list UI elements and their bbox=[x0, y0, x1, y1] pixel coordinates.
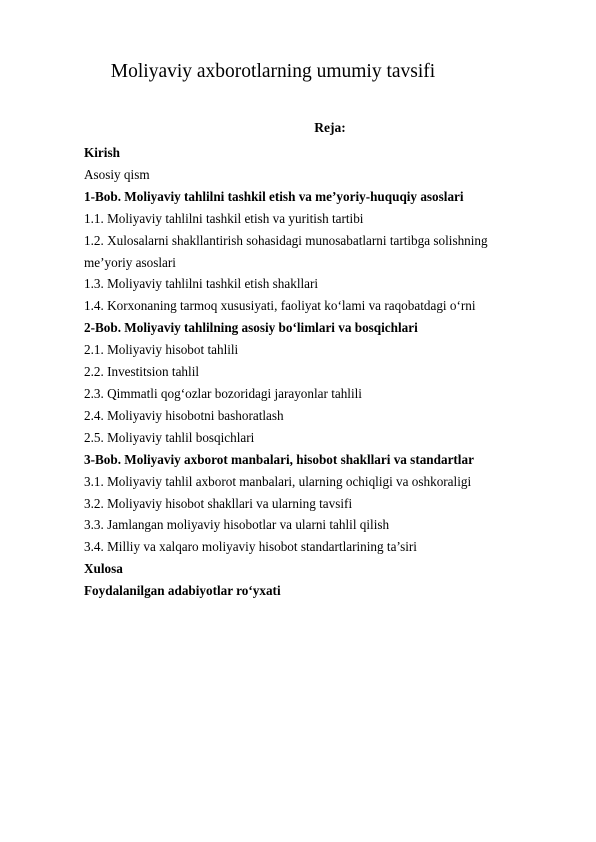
toc-entry: 1.3. Moliyaviy tahlilni tashkil etish shakllari bbox=[84, 276, 319, 292]
toc-entry: 1.4. Korxonaning tarmoq xususiyati, faoliyat ko‘lami va raqobatdagi o‘rni bbox=[84, 298, 476, 314]
toc-heading: Kirish bbox=[84, 145, 120, 160]
toc-entry: 2.2. Investitsion tahlil bbox=[84, 364, 200, 380]
plan-heading bbox=[0, 119, 596, 137]
document-title bbox=[0, 60, 596, 84]
toc-heading: Xulosa bbox=[84, 561, 123, 577]
table-of-contents bbox=[84, 142, 544, 602]
toc-heading: Foydalanilgan adabiyotlar ro‘yxati bbox=[84, 583, 281, 599]
toc-entry: Asosiy qism bbox=[84, 166, 150, 182]
toc-entry: 1.2. Xulosalarni shakllantirish sohasidagi munosabatlarni tartibga solishning bbox=[84, 232, 488, 248]
toc-heading: 2-Bob. Moliyaviy tahlilning asosiy bo‘limlari va bosqichlari bbox=[84, 320, 418, 336]
toc-entry: 3.3. Jamlangan moliyaviy hisobotlar va ularni tahlil qilish bbox=[84, 517, 390, 533]
toc-entry: 2.1. Moliyaviy hisobot tahlili bbox=[84, 342, 239, 358]
toc-entry: 3.2. Moliyaviy hisobot shakllari va ularning tavsifi bbox=[84, 495, 353, 511]
toc-entry: 3.1. Moliyaviy tahlil axborot manbalari, ularning ochiqligi va oshkoraligi bbox=[84, 473, 472, 489]
toc-heading: 1-Bob. Moliyaviy tahlilni tashkil etish va me’yoriy-huquqiy asoslari bbox=[84, 188, 464, 204]
toc-entry: 1.1. Moliyaviy tahlilni tashkil etish va yuritish tartibi bbox=[84, 210, 364, 226]
toc-entry: 3.4. Milliy va xalqaro moliyaviy hisobot standartlarining ta’siri bbox=[84, 539, 417, 555]
toc-entry: 2.5. Moliyaviy tahlil bosqichlari bbox=[84, 429, 255, 445]
toc-entry: 2.4. Moliyaviy hisobotni bashoratlash bbox=[84, 407, 284, 423]
document-title-text: Moliyaviy axborotlarning umumiy tavsifi bbox=[110, 61, 436, 82]
toc-heading: 3-Bob. Moliyaviy axborot manbalari, hisobot shakllari va standartlar bbox=[84, 451, 474, 467]
plan-heading-text: Reja: bbox=[314, 120, 346, 135]
toc-entry: me’yoriy asoslari bbox=[84, 254, 176, 270]
toc-entry: 2.3. Qimmatli qog‘ozlar bozoridagi jarayonlar tahlili bbox=[84, 385, 362, 401]
